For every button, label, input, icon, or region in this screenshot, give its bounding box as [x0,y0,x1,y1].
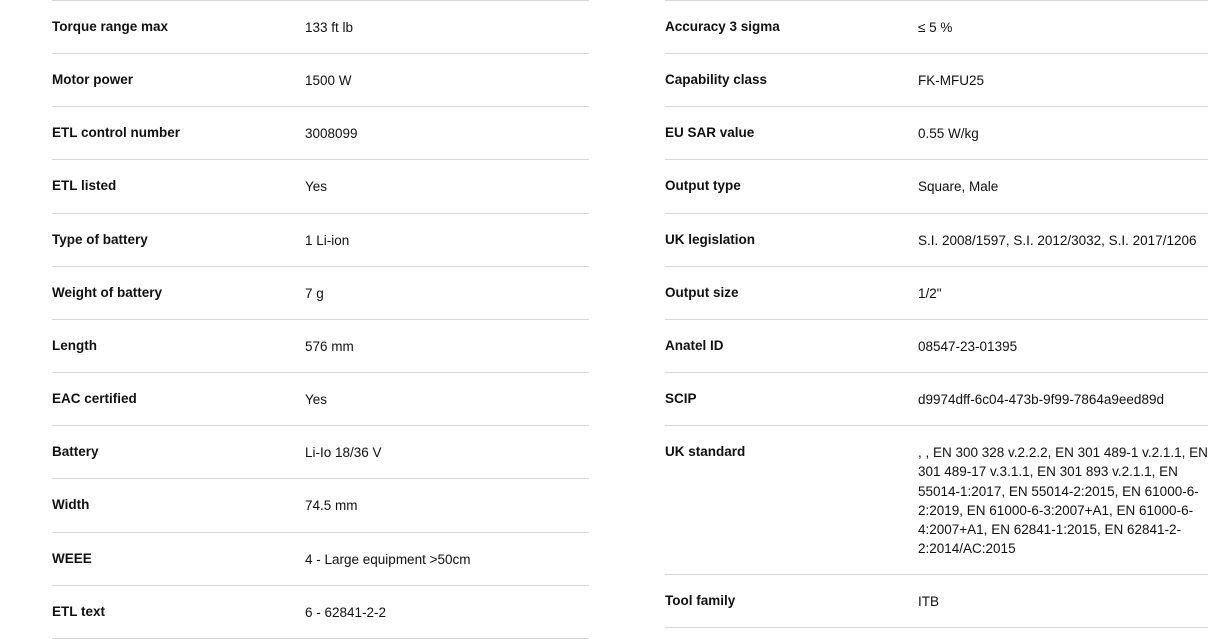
table-row [665,373,1208,426]
spec-value: 3008099 [305,126,358,142]
table-row [52,54,589,107]
table-row [52,586,589,639]
spec-label: UK standard [665,444,746,460]
table-row [52,0,589,54]
spec-value: d9974dff-6c04-473b-9f99-7864a9eed89d [918,392,1164,408]
table-row [665,320,1208,373]
spec-value: 74.5 mm [305,498,358,514]
spec-label: Length [52,337,97,353]
spec-label: Width [52,497,90,513]
spec-value: 1/2" [918,285,942,301]
table-row [52,320,589,373]
spec-label: Accuracy 3 sigma [665,19,780,34]
table-row [52,267,589,320]
spec-label: Anatel ID [665,337,724,353]
spec-label: ETL listed [52,178,117,194]
spec-value: Square, Male [918,179,999,195]
spec-label: Weight of battery [52,284,163,300]
table-row [665,267,1208,320]
spec-label: Tool family [665,593,736,609]
spec-label: SCIP [665,391,697,407]
table-row [52,479,589,532]
spec-value: Yes [305,179,328,195]
spec-label: Type of battery [52,231,148,247]
table-row [665,160,1208,213]
table-row [52,214,589,267]
spec-value: 576 mm [305,338,354,354]
spec-label: ETL control number [52,125,181,141]
table-row [665,0,1208,54]
spec-value: 7 g [305,285,324,301]
table-row [52,107,589,160]
table-row [665,426,1208,575]
spec-label: EAC certified [52,391,137,407]
table-row [665,214,1208,267]
spec-value: FK-MFU25 [918,73,985,89]
table-row [665,575,1208,628]
table-row [52,533,589,586]
spec-value: 133 ft lb [305,20,354,35]
spec-value: 6 - 62841-2-2 [305,604,387,620]
spec-label: Output size [665,284,739,300]
table-row [52,426,589,479]
spec-value: Li-Io 18/36 V [305,445,382,461]
spec-value: , , EN 300 328 v.2.2.2, EN 301 489-1 v.2.1.1, EN 301 489-17 v.3.1.1, EN 301 893 v.2.1.1, EN 55014-1:2017, EN 55014-2:2015, EN 61000-6-2:2019, EN 61000-6-3:2007+A1, EN 61000-6-4:2007+A1, EN 62841-1:2015, EN 62841-2-2:2014/AC:2015 [918,445,1208,557]
spec-value: 4 - Large equipment >50cm [305,551,471,567]
spec-label: ETL text [52,603,106,619]
table-row [665,107,1208,160]
specifications-right-column [613,0,1226,639]
spec-value: 1 Li-ion [305,232,350,248]
spec-label: Torque range max [52,19,169,34]
spec-value: S.I. 2008/1597, S.I. 2012/3032, S.I. 2017/1206 [918,232,1197,248]
spec-label: Output type [665,178,741,194]
spec-label: UK legislation [665,231,756,247]
spec-value: ITB [918,594,940,610]
spec-value: ≤ 5 % [918,20,953,35]
spec-label: EU SAR value [665,125,755,141]
table-row [665,54,1208,107]
table-row [52,160,589,213]
table-row [52,373,589,426]
spec-label: WEEE [52,550,92,566]
spec-value: 08547-23-01395 [918,338,1018,354]
spec-value: 0.55 W/kg [918,126,979,142]
spec-value: 1500 W [305,73,352,89]
spec-label: Battery [52,444,99,460]
spec-value: Yes [305,392,328,408]
spec-label: Motor power [52,72,133,88]
spec-label: Capability class [665,72,768,88]
